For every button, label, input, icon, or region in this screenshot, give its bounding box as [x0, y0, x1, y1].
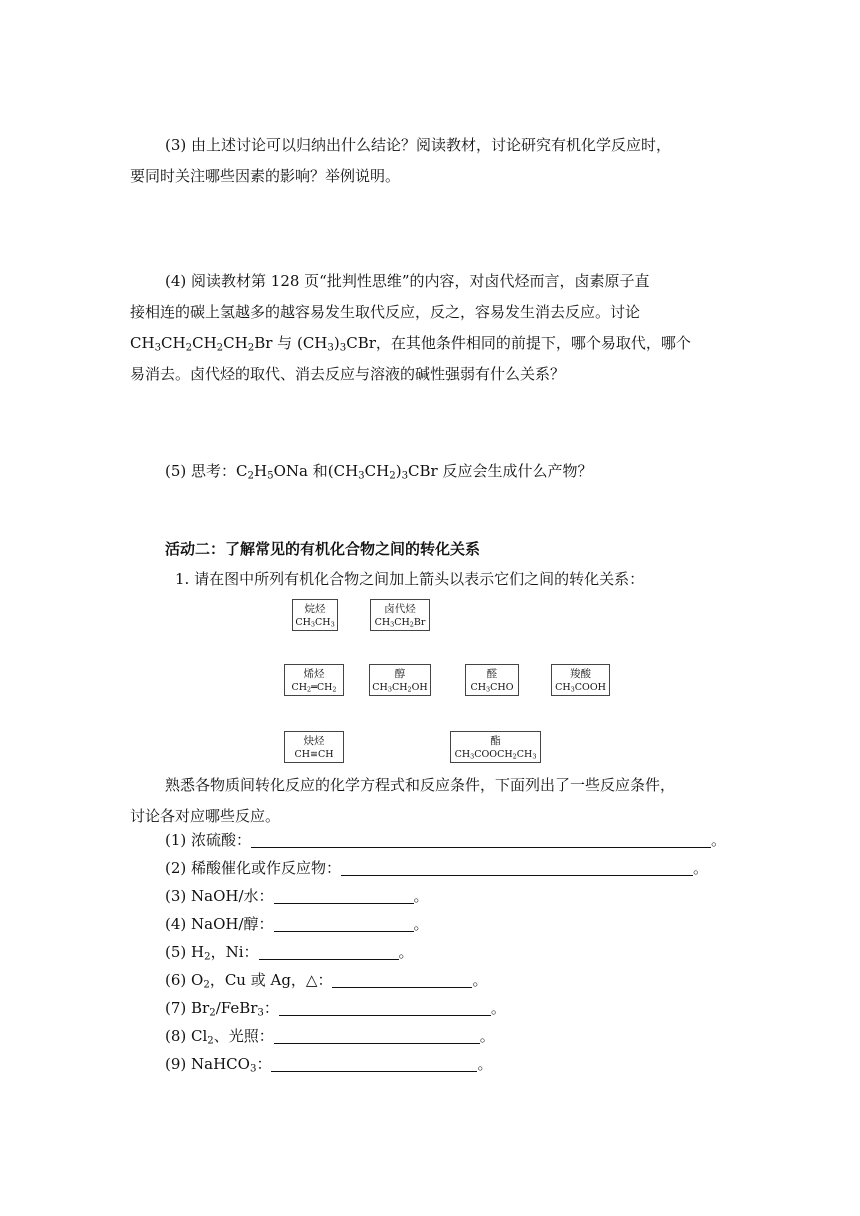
- compound-alkyne-box: 炔烃 CH≡CH: [284, 731, 344, 763]
- question-3: [130, 130, 735, 192]
- compound-acid-box: 羧酸 $CH_3COOH$: [551, 664, 610, 696]
- answer-blank-8[interactable]: [274, 1027, 480, 1044]
- condition-1: (1) 浓硫酸： 。: [165, 831, 727, 849]
- task-1-instruction: 1. 请在图中所列有机化合物之间加上箭头以表示它们之间的转化关系：: [175, 570, 645, 588]
- compound-alkene-box: 烯烃 $CH_2═CH_2$: [284, 664, 344, 696]
- condition-5: (5) $H_2$，Ni： 。: [165, 943, 414, 963]
- conditions-intro: 熟悉各物质间转化反应的化学方程式和反应条件，下面列出了一些反应条件， 讨论各对应哪些反应。: [130, 776, 676, 825]
- formula-sodium-ethoxide: $C_2H_5ONa$: [236, 462, 308, 482]
- compound-alcohol-box: 醇 $CH_3CH_2OH$: [369, 664, 431, 696]
- answer-blank-9[interactable]: [271, 1055, 477, 1072]
- answer-blank-1[interactable]: [251, 831, 711, 848]
- formula-ethene: $CH_2═CH_2$: [291, 682, 337, 694]
- compound-ester-box: 酯 $CH_3COOCH_2CH_3$: [450, 731, 541, 763]
- question-4-line-2: 接相连的碳上氢越多的越容易发生取代反应，反之，容易发生消去反应。讨论: [130, 303, 641, 321]
- formula-acetic-acid: $CH_3COOH$: [555, 682, 606, 694]
- formula-1-bromobutane: $CH_3CH_2CH_2CH_2Br$: [130, 334, 273, 354]
- formula-tert-butyl-bromide: $(CH_3)_3CBr$: [296, 334, 376, 354]
- answer-blank-6[interactable]: [332, 971, 472, 988]
- formula-ethane: $CH_3CH_3$: [295, 617, 335, 629]
- condition-7: (7) $Br_2/FeBr_3$： 。: [165, 999, 506, 1019]
- compound-haloalkane-box: 卤代烃 $CH_3CH_2Br$: [370, 599, 430, 631]
- formula-ethanol: $CH_3CH_2OH$: [372, 682, 428, 694]
- question-5: (5) 思考：$C_2H_5ONa$ 和$(CH_3CH_2)_3CBr$ 反应会生成什么产物？: [165, 462, 593, 482]
- condition-8: (8) $Cl_2$、光照： 。: [165, 1027, 495, 1047]
- formula-bromoethane: $CH_3CH_2Br$: [374, 617, 426, 629]
- condition-2: (2) 稀酸催化或作反应物： 。: [165, 859, 709, 877]
- formula-ethyl-acetate: $CH_3COOCH_2CH_3$: [454, 749, 537, 761]
- question-3-line-1: (3) 由上述讨论可以归纳出什么结论？阅读教材，讨论研究有机化学反应时，: [165, 136, 672, 154]
- answer-blank-3[interactable]: [274, 887, 414, 904]
- condition-3: (3) NaOH/水： 。: [165, 887, 429, 905]
- question-4-line-1: (4) 阅读教材第 128 页“批判性思维”的内容，对卤代烃而言，卤素原子直: [165, 272, 650, 290]
- answer-blank-5[interactable]: [259, 943, 399, 960]
- question-4: [130, 266, 735, 390]
- question-4-line-3: $CH_3CH_2CH_2CH_2Br$ 与 $(CH_3)_3CBr$，在其他条件相同的前提下，哪个易取代，哪个: [130, 334, 691, 354]
- question-3-line-2: 要同时关注哪些因素的影响？举例说明。: [130, 167, 401, 185]
- formula-triethyl-bromomethane: $(CH_3CH_2)_3CBr$: [327, 462, 438, 482]
- question-4-line-4: 易消去。卤代烃的取代、消去反应与溶液的碱性强弱有什么关系？: [130, 365, 566, 383]
- formula-ethyne: CH≡CH: [294, 749, 334, 760]
- compound-aldehyde-box: 醛 $CH_3CHO$: [465, 664, 519, 696]
- condition-6: (6) $O_2$，Cu 或 Ag，△： 。: [165, 971, 488, 991]
- condition-9: (9) NaHCO$_3$： 。: [165, 1055, 493, 1075]
- answer-blank-4[interactable]: [274, 915, 414, 932]
- answer-blank-2[interactable]: [341, 859, 693, 876]
- compound-alkane-box: 烷烃 $CH_3CH_3$: [292, 599, 338, 631]
- activity-2-title: 活动二：了解常见的有机化合物之间的转化关系: [165, 540, 481, 558]
- formula-ethanal: $CH_3CHO$: [470, 682, 514, 694]
- answer-blank-7[interactable]: [279, 999, 491, 1016]
- condition-4: (4) NaOH/醇： 。: [165, 915, 429, 933]
